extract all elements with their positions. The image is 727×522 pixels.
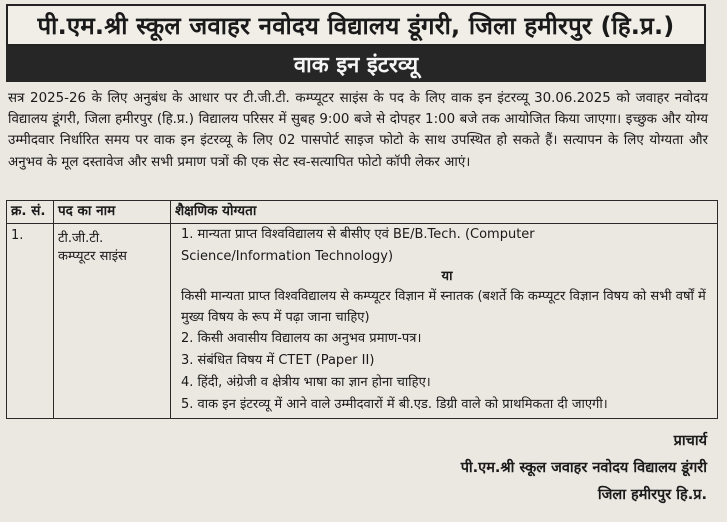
notice-paragraph: सत्र 2025-26 के लिए अनुबंध के आधार पर टी.जी.टी. कम्प्यूटर साइंस के पद के लिए वाक इन इंटरव्यू 30.06.2025 को जवाहर नवोदय विद्यालय डूंगरी, जिला हमीरपुर (हि.प्र.) विद्यालय परिसर में सुबह 9:00 बजे से दोपहर 1:00 बजे तक आयोजित किया जाएगा। इच्छुक और योग्य उम्मीदवार निर्धारित समय पर वाक इन इंटरव्यू के लिए 02 पासपोर्ट साइज फोटो के साथ उपस्थित हो सकते हैं। सत्यापन के लिए योग्यता और अनुभव के मूल दस्तावेज और सभी प्रमाण पत्रों की एक सेट स्व-सत्यापित फोटो कॉपी लेकर आएं।: [8, 91, 708, 170]
post-line-1: टी.जी.टी.: [58, 231, 104, 246]
school-title: पी.एम.श्री स्कूल जवाहर नवोदय विद्यालय डूंगरी, जिला हमीरपुर (हि.प्र.): [37, 11, 675, 40]
cell-serial: 1.: [7, 224, 54, 419]
qualification-2: 2. किसी अवासीय विद्यालय का अनुभव प्रमाण-पत्र।: [181, 331, 422, 346]
table-row: [7, 224, 718, 419]
cell-post: [54, 224, 171, 419]
designation: प्राचार्य: [673, 433, 707, 449]
qualification-1b: Science/Information Technology): [181, 249, 394, 264]
header-qualification: शैक्षणिक योग्यता: [171, 201, 718, 224]
qualification-5: 5. वाक इन इंटरव्यू में आने वाले उम्मीदवारों में बी.एड. डिग्री वाले को प्राथमिकता दी जाएगी।: [181, 397, 608, 412]
header-serial: क्र. सं.: [7, 201, 54, 224]
signature-block: [461, 428, 707, 509]
post-line-2: कम्प्यूटर साइंस: [58, 249, 127, 264]
qualification-1a: 1. मान्यता प्राप्त विश्वविद्यालय से बीसीए एवं BE/B.Tech. (Computer: [181, 227, 535, 242]
header-post: पद का नाम: [54, 201, 171, 224]
qualification-or: या: [441, 269, 453, 284]
qualification-table: [6, 200, 718, 419]
title-banner: [6, 46, 706, 82]
qualification-3: 3. संबंधित विषय में CTET (Paper II): [181, 353, 375, 368]
footer-school: पी.एम.श्री स्कूल जवाहर नवोदय विद्यालय डूंगरी: [460, 460, 707, 476]
cell-qualification: [171, 224, 718, 419]
qualification-1c: किसी मान्यता प्राप्त विश्वविद्यालय से कम्प्यूटर विज्ञान में स्नातक (बशर्ते कि कम्प्यूटर विज्ञान विषय को सभी वर्षों में मुख्य विषय के रूप में पढ़ा जाना चाहिए): [181, 289, 706, 325]
qualification-4: 4. हिंदी, अंग्रेजी व क्षेत्रीय भाषा का ज्ञान होना चाहिए।: [181, 375, 431, 390]
banner-title: वाक इन इंटरव्यू: [293, 53, 419, 78]
table-header-row: [7, 201, 718, 224]
header-box: [6, 4, 706, 46]
footer-district: जिला हमीरपुर हि.प्र.: [597, 487, 707, 503]
